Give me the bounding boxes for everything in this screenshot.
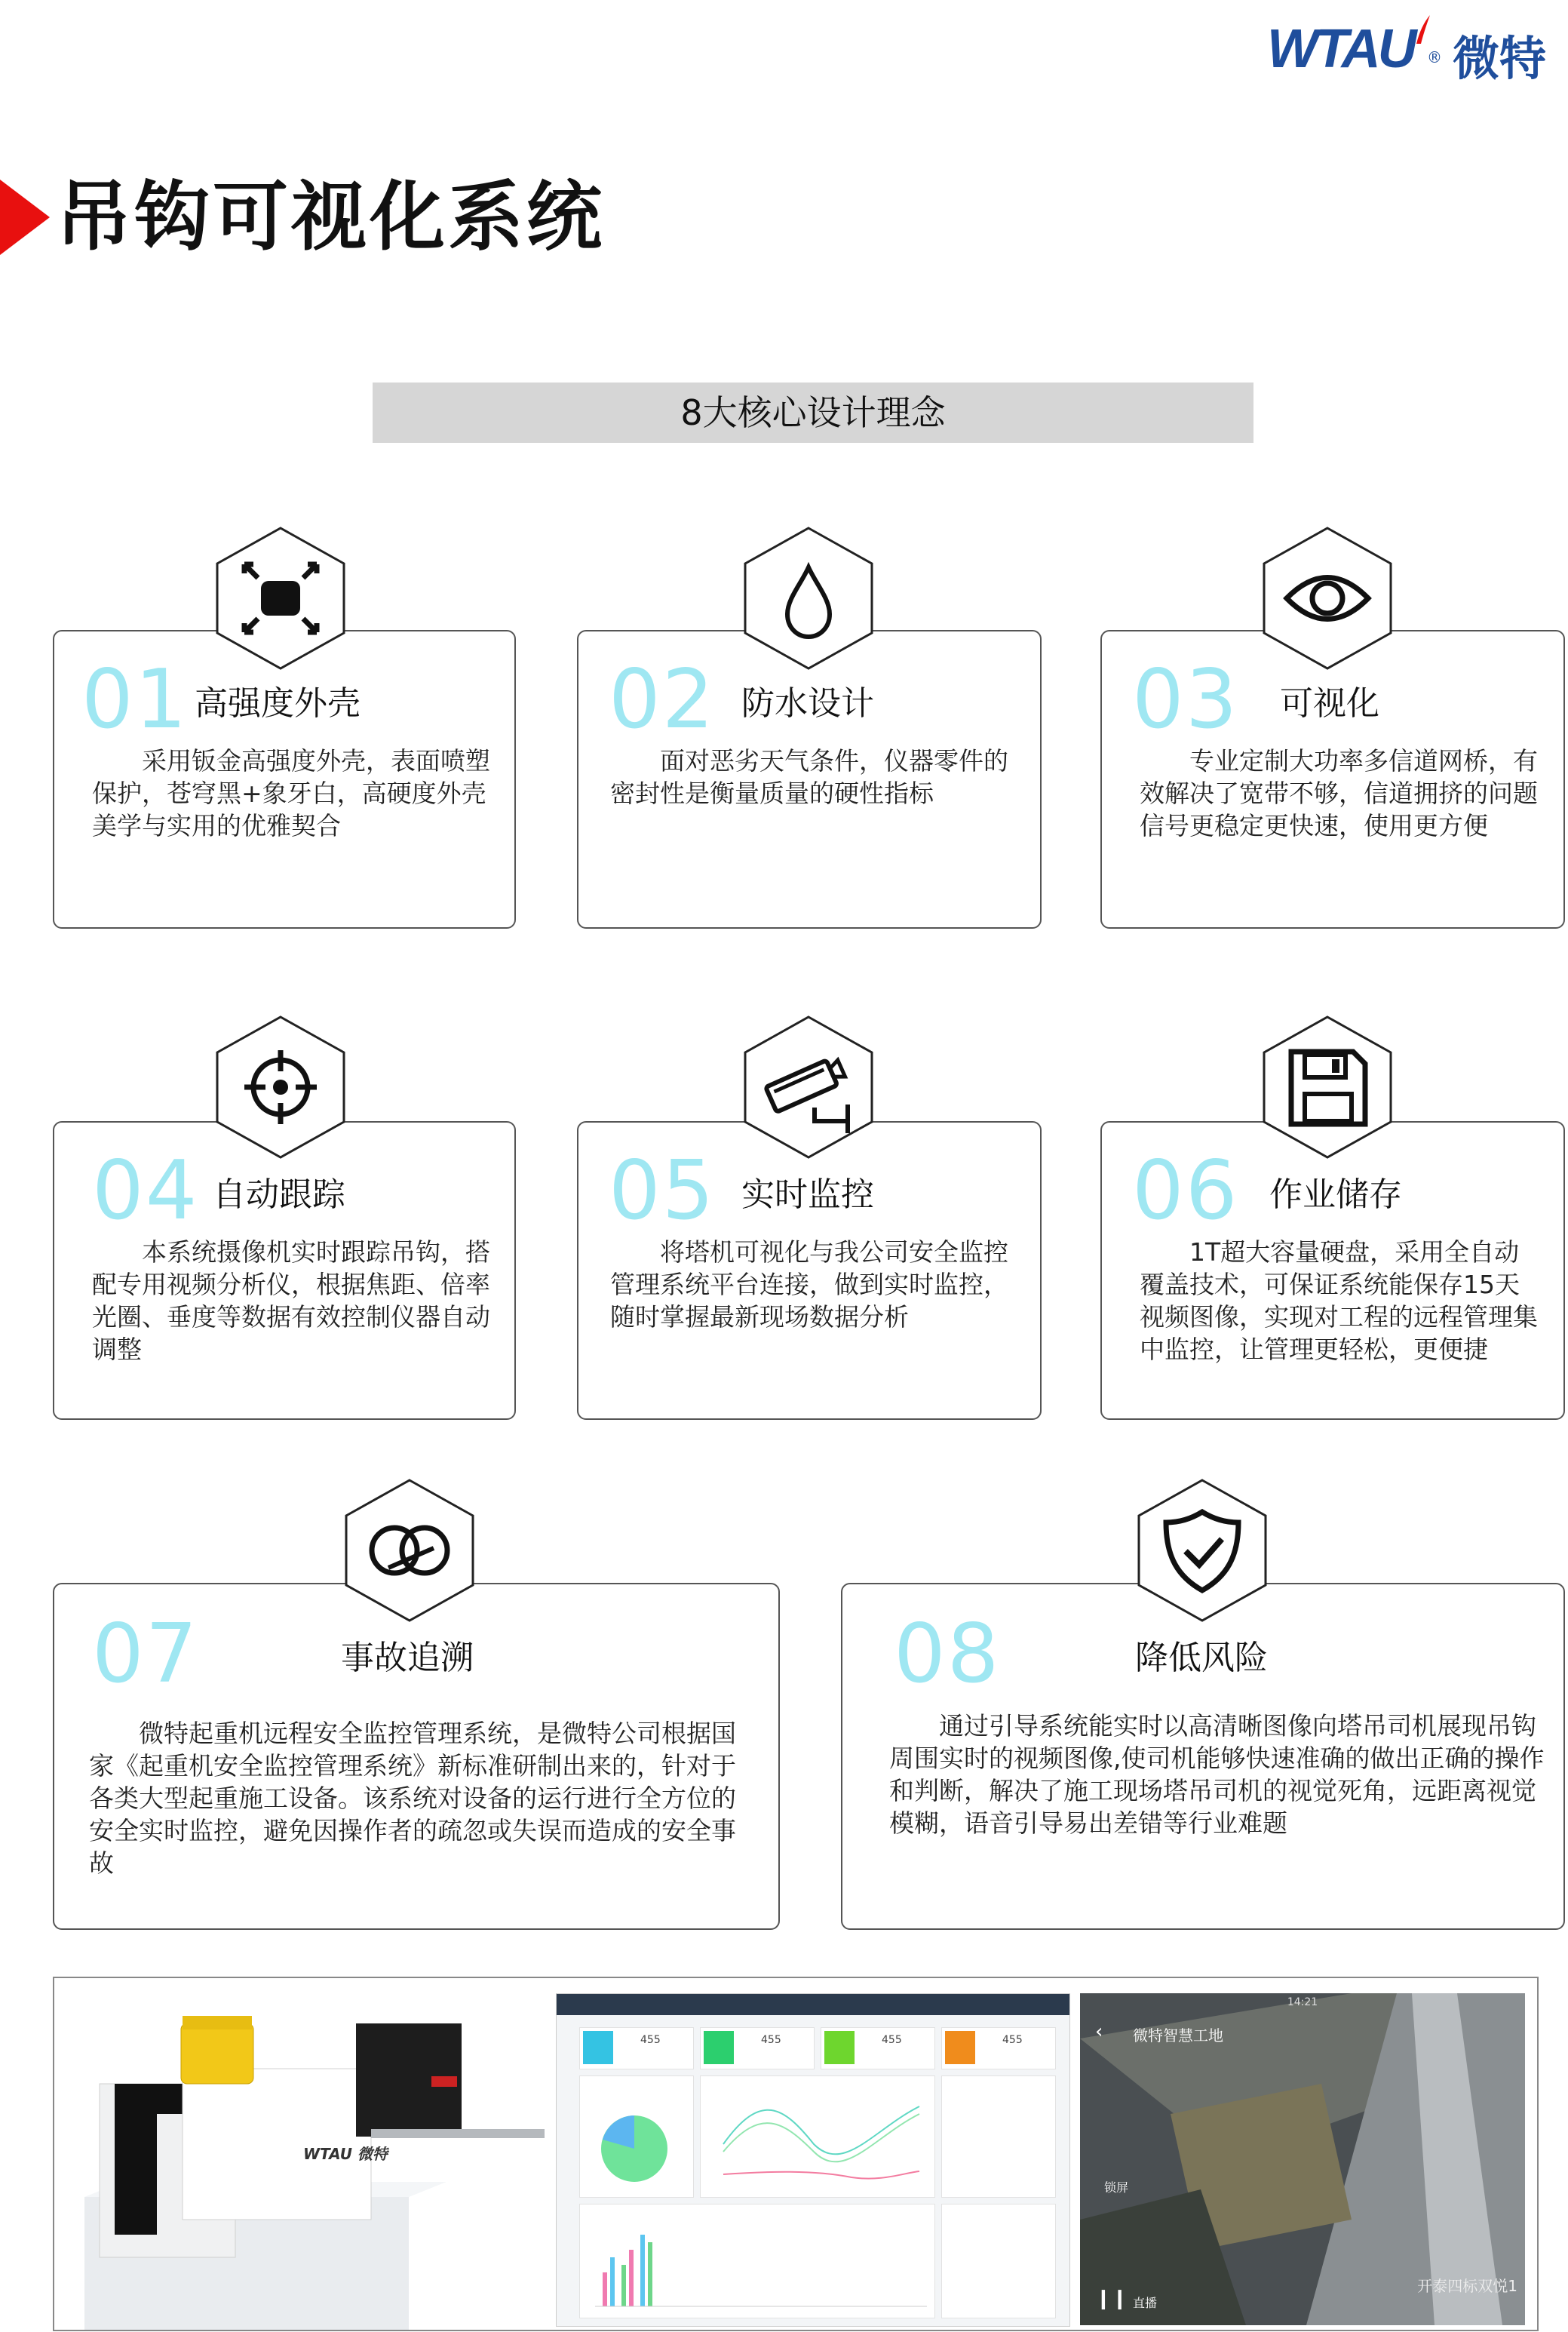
card-number: 03 — [1132, 653, 1239, 747]
compress-arrows-icon — [214, 527, 347, 670]
card-title: 实时监控 — [741, 1175, 874, 1214]
feature-card-08 — [841, 1583, 1565, 1930]
live-caption: 开泰四标双悦1 — [1417, 2277, 1517, 2295]
back-chevron-icon[interactable]: ‹ — [1095, 2020, 1103, 2043]
card-title: 降低风险 — [1135, 1639, 1268, 1677]
card-body: 采用钣金高强度外壳，表面喷塑保护，苍穹黑+象牙白，高硬度外壳美学与实用的优雅契合 — [92, 746, 490, 840]
logo-registered-mark: ® — [1427, 48, 1442, 66]
card-number: 04 — [92, 1144, 199, 1238]
stat-tile: 455 — [941, 2027, 1056, 2069]
monitoring-dashboard — [556, 1993, 1070, 2327]
card-title: 高强度外壳 — [195, 684, 361, 723]
live-title: 微特智慧工地 — [1133, 2026, 1223, 2045]
card-number: 08 — [894, 1607, 1001, 1701]
shield-check-icon — [1136, 1479, 1269, 1622]
card-title: 作业储存 — [1269, 1175, 1402, 1214]
card-title: 事故追溯 — [341, 1639, 474, 1677]
stat-tile: 455 — [579, 2027, 694, 2069]
card-number: 05 — [609, 1144, 716, 1238]
weather-panel — [941, 2204, 1056, 2318]
live-time: 14:21 — [1287, 1996, 1318, 2008]
page-title: 吊钩可视化系统 — [56, 173, 605, 261]
card-body: 面对恶劣天气条件，仪器零件的密封性是衡量质量的硬性指标 — [610, 746, 1008, 808]
feature-card-04 — [53, 1121, 516, 1420]
card-title: 防水设计 — [741, 684, 874, 723]
feature-card-03 — [1100, 630, 1565, 929]
section-banner: 8大核心设计理念 — [373, 383, 1253, 443]
lock-screen-button[interactable]: 锁屏 — [1104, 2180, 1129, 2195]
trace-circles-icon — [343, 1479, 476, 1622]
card-body: 微特起重机远程安全监控管理系统，是微特公司根据国家《起重机安全监控管理系统》新标准研制出来的，针对于各类大型起重施工设备。该系统对设备的运行进行全方位的安全实时监控，避免因操作者的疏忽或失误而造成的安全事故 — [89, 1719, 736, 1878]
card-number: 06 — [1132, 1144, 1239, 1238]
feature-card-07 — [53, 1583, 780, 1930]
card-number: 07 — [92, 1607, 199, 1701]
card-body: 1T超大容量硬盘，采用全自动覆盖技术，可保证系统能保存15天视频图像，实现对工程的远程管理集中监控，让管理更轻松，更便捷 — [1140, 1237, 1538, 1364]
status-panel — [941, 2075, 1056, 2198]
company-logo — [1267, 15, 1561, 86]
card-body: 专业定制大功率多信道网桥，有效解决了宽带不够，信道拥挤的问题信号更稳定更快速，使用更方便 — [1140, 746, 1538, 840]
security-camera-icon — [742, 1015, 875, 1159]
card-number: 01 — [81, 653, 189, 747]
live-video-screen — [1080, 1993, 1525, 2325]
eye-icon — [1261, 527, 1394, 670]
pie-panel — [579, 2075, 694, 2198]
card-title: 自动跟踪 — [213, 1175, 345, 1214]
card-title: 可视化 — [1280, 684, 1379, 723]
logo-chinese: 微特 — [1453, 31, 1547, 86]
feature-card-06 — [1100, 1121, 1565, 1420]
device-illustration — [54, 1978, 552, 2331]
floppy-disk-icon — [1261, 1015, 1394, 1159]
title-arrow-icon — [0, 180, 50, 255]
stat-tile: 455 — [821, 2027, 935, 2069]
feature-card-05 — [577, 1121, 1042, 1420]
product-image-strip — [53, 1977, 1539, 2331]
stat-tile: 455 — [700, 2027, 815, 2069]
pause-icon[interactable]: ❙❙ — [1095, 2287, 1128, 2310]
water-drop-icon — [742, 527, 875, 670]
logo-latin: WTAU — [1267, 19, 1414, 79]
line-panel — [700, 2075, 935, 2198]
card-body: 通过引导系统能实时以高清晰图像向塔吊司机展现吊钩周围实时的视频图像,使司机能够快速准确的做出正确的操作和判断，解决了施工现场塔吊司机的视觉死角，远距离视觉模糊，语音引导易出差错等行业难题 — [889, 1711, 1545, 1838]
card-body: 将塔机可视化与我公司安全监控管理系统平台连接，做到实时监控，随时掌握最新现场数据分析 — [610, 1237, 1008, 1332]
feature-card-02 — [577, 630, 1042, 929]
feature-card-01 — [53, 630, 516, 929]
dashboard-topbar — [557, 1994, 1069, 2015]
device-brand-label: WTAU 微特 — [303, 2145, 388, 2163]
bar-panel — [579, 2204, 935, 2318]
live-mode-label: 直播 — [1133, 2296, 1158, 2310]
crosshair-icon — [214, 1015, 347, 1159]
card-number: 02 — [609, 653, 716, 747]
card-body: 本系统摄像机实时跟踪吊钩，搭配专用视频分析仪，根据焦距、倍率光圈、垂度等数据有效控制仪器自动调整 — [92, 1237, 490, 1364]
